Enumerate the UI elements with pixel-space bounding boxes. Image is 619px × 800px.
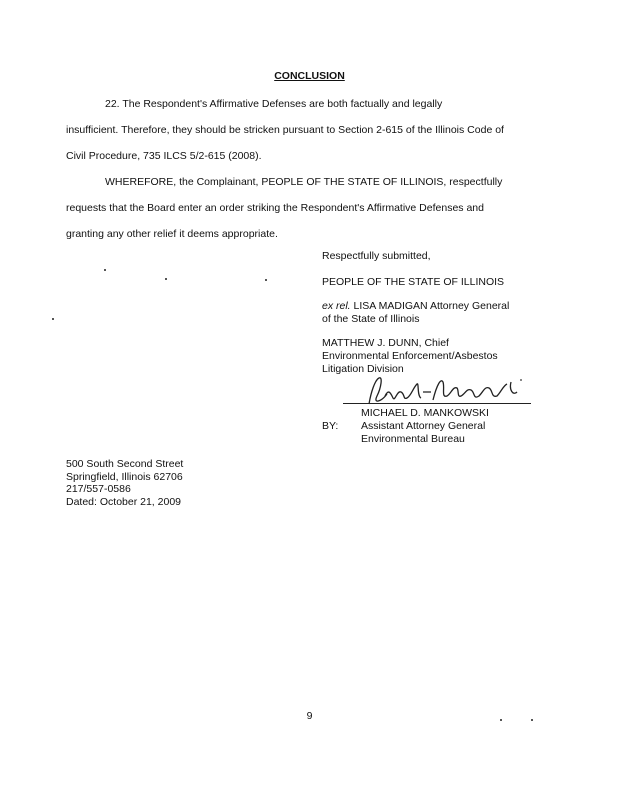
paragraph-22-line-2: insufficient. Therefore, they should be stricken pursuant to Section 2-615 of the Illinois Code of (66, 124, 504, 136)
chief-line-3: Litigation Division (322, 362, 404, 375)
address-phone: 217/557-0586 (66, 483, 131, 496)
signer-title: Assistant Attorney General (361, 420, 486, 432)
wherefore-line-2: requests that the Board enter an order striking the Respondent's Affirmative Defenses and (66, 202, 484, 214)
paragraph-22-line-3: Civil Procedure, 735 ILCS 5/2-615 (2008). (66, 150, 262, 162)
ex-rel-line (322, 300, 509, 313)
ex-rel-prefix: ex rel. (322, 300, 351, 313)
signer-bureau: Environmental Bureau (361, 433, 465, 445)
closing-text: Respectfully submitted, (322, 250, 431, 262)
ex-rel-line-2: of the State of Illinois (322, 312, 420, 325)
wherefore-line-1: WHEREFORE, the Complainant, PEOPLE OF THE STATE OF ILLINOIS, respectfully (105, 176, 503, 188)
address-street: 500 South Second Street (66, 458, 184, 470)
chief-line-2: Environmental Enforcement/Asbestos (322, 349, 498, 362)
scan-speck (52, 318, 54, 320)
by-label: BY: (322, 420, 339, 432)
party-name: PEOPLE OF THE STATE OF ILLINOIS (322, 275, 505, 288)
paragraph-22-line-1: 22. The Respondent's Affirmative Defenses are both factually and legally (105, 98, 443, 110)
signer-name: MICHAEL D. MANKOWSKI (361, 407, 489, 419)
address-block (66, 458, 183, 508)
chief-line-1: MATTHEW J. DUNN, Chief (322, 337, 449, 350)
date-line: Dated: October 21, 2009 (66, 495, 181, 508)
wherefore-line-3: granting any other relief it deems appropriate. (66, 228, 278, 240)
page-number: 9 (306, 710, 313, 722)
conclusion-heading: CONCLUSION (274, 70, 345, 82)
scan-speck (531, 719, 533, 721)
signature-block (322, 250, 509, 375)
address-city: Springfield, Illinois 62706 (66, 470, 183, 483)
ex-rel-name: LISA MADIGAN Attorney General (350, 300, 510, 313)
scan-speck (500, 719, 502, 721)
scan-speck (104, 269, 106, 271)
scan-speck (165, 278, 167, 280)
scan-speck (265, 279, 267, 281)
